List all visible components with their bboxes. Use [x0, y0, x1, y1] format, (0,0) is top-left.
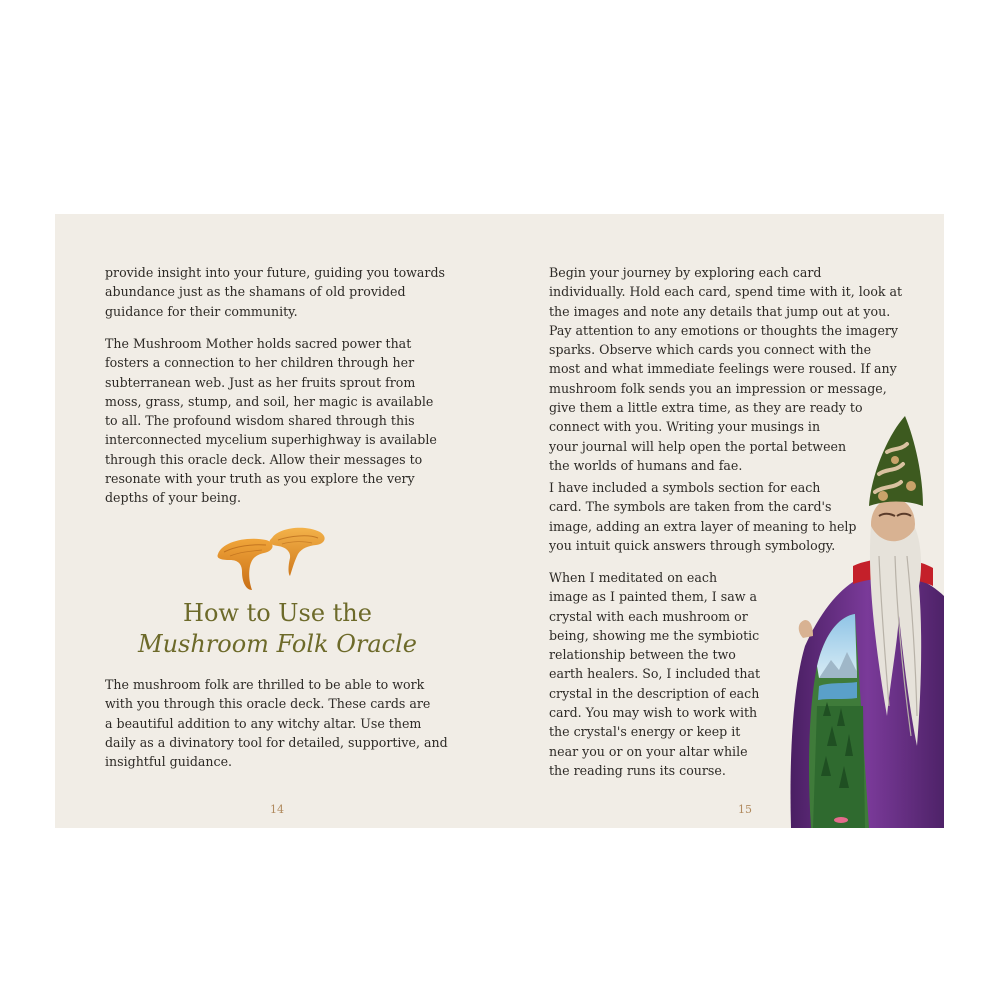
- text-line: resonate with your truth as you explore the very: [105, 471, 415, 487]
- text-line: The Mushroom Mother holds sacred power that: [105, 336, 412, 351]
- right-paragraph-3: [549, 568, 760, 780]
- left-paragraph-3: [105, 675, 448, 771]
- text-line: abundance just as the shamans of old provided: [105, 284, 406, 300]
- text-line: The mushroom folk are thrilled to be able to work: [105, 677, 425, 692]
- chanterelle-mushrooms-illustration: [212, 514, 332, 594]
- text-line: most and what immediate feelings were roused. If any: [549, 361, 897, 377]
- page-number: 15: [738, 803, 752, 816]
- text-line: being, showing me the symbiotic: [549, 627, 760, 643]
- text-line: provide insight into your future, guiding you towards: [105, 265, 445, 280]
- text-line: sparks. Observe which cards you connect with the: [549, 342, 872, 358]
- text-line: guidance for their community.: [105, 303, 298, 319]
- text-line: the reading runs its course.: [549, 762, 726, 778]
- text-line: daily as a divinatory tool for detailed, supportive, and: [105, 734, 448, 750]
- text-line: through this oracle deck. Allow their messages to: [105, 451, 423, 467]
- text-line: image, adding an extra layer of meaning to help: [549, 518, 857, 534]
- text-line: fosters a connection to her children through her: [105, 355, 415, 371]
- text-line: relationship between the two: [549, 647, 736, 663]
- text-line: the images and note any details that jump out at you.: [549, 303, 891, 319]
- text-line: interconnected mycelium superhighway is available: [105, 432, 437, 448]
- text-line: you intuit quick answers through symbology.: [549, 537, 836, 553]
- text-line: Begin your journey by exploring each card: [549, 265, 822, 280]
- text-line: crystal with each mushroom or: [549, 608, 748, 624]
- page-number: 14: [270, 803, 284, 816]
- text-line: crystal in the description of each: [549, 685, 760, 701]
- text-line: near you or on your altar while: [549, 743, 748, 759]
- heading-line-1: How to Use the: [183, 599, 372, 627]
- text-line: with you through this oracle deck. These cards are: [105, 696, 431, 712]
- text-line: card. You may wish to work with: [549, 705, 758, 721]
- text-line: your journal will help open the portal between: [549, 438, 847, 454]
- text-line: the worlds of humans and fae.: [549, 457, 743, 473]
- text-line: image as I painted them, I saw a: [549, 589, 758, 605]
- text-line: connect with you. Writing your musings in: [549, 419, 821, 435]
- text-line: to all. The profound wisdom shared through this: [105, 413, 415, 429]
- text-line: earth healers. So, I included that: [549, 666, 761, 682]
- text-line: insightful guidance.: [105, 754, 233, 770]
- section-heading: [115, 598, 440, 660]
- book-spread: [55, 214, 944, 828]
- heading-line-2: Mushroom Folk Oracle: [138, 630, 417, 658]
- left-paragraph-2: [105, 334, 437, 508]
- text-line: moss, grass, stump, and soil, her magic is available: [105, 393, 434, 409]
- text-line: I have included a symbols section for each: [549, 480, 821, 495]
- text-line: depths of your being.: [105, 490, 242, 506]
- text-line: give them a little extra time, as they are ready to: [549, 400, 863, 416]
- text-line: When I meditated on each: [549, 570, 718, 585]
- text-line: subterranean web. Just as her fruits sprout from: [105, 374, 416, 390]
- text-line: card. The symbols are taken from the card's: [549, 499, 832, 515]
- mushroom-wizard-illustration: [783, 416, 944, 828]
- text-line: the crystal's energy or keep it: [549, 724, 741, 740]
- text-line: Pay attention to any emotions or thoughts the imagery: [549, 322, 899, 338]
- text-line: mushroom folk sends you an impression or message,: [549, 380, 887, 396]
- left-paragraph-1: [105, 263, 445, 321]
- text-line: individually. Hold each card, spend time with it, look at: [549, 284, 903, 300]
- text-line: a beautiful addition to any witchy altar. Use them: [105, 715, 422, 731]
